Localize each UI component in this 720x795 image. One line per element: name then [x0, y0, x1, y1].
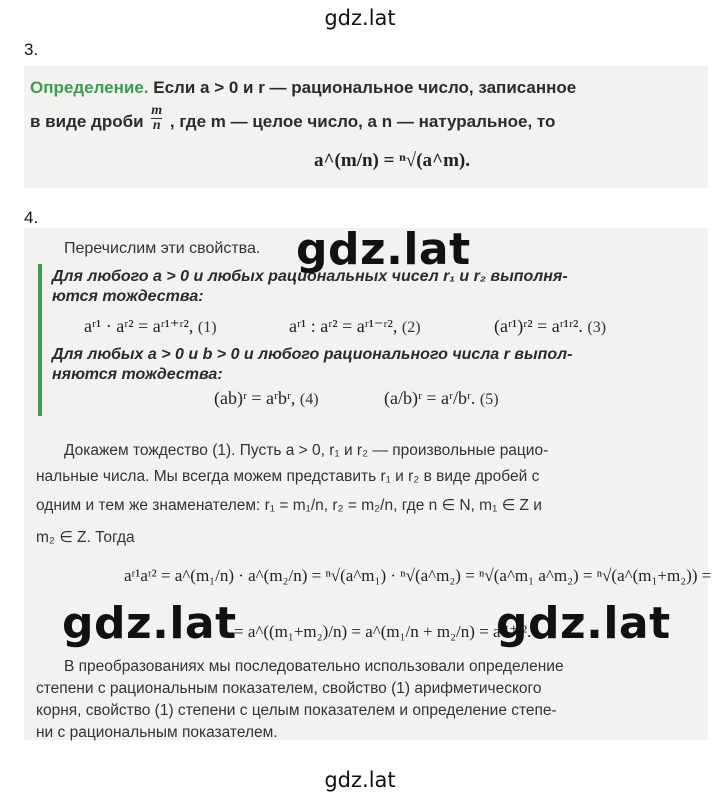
properties-box	[24, 228, 712, 741]
formula-2	[289, 316, 421, 337]
proof-line-4: m₂ ∈ Z. Тогда	[36, 529, 135, 546]
derivation-line-2: = a^((m₁+m₂)/n) = a^(m₁/n + m₂/n) = aʳ¹⁺ʳ².	[234, 622, 532, 641]
formula-1-tag: (1)	[197, 319, 217, 336]
formula-2-expr: aʳ¹ : aʳ² = aʳ¹⁻ʳ²,	[289, 316, 398, 336]
proof-line-3: одним и тем же знаменателем: r₁ = m₁/n, r₂ = m₂/n, где n ∈ N, m₁ ∈ Z и	[36, 497, 542, 514]
property2-line1: Для любых a > 0 и b > 0 и любого рационального числа r выпол-	[52, 346, 573, 363]
closing-line-3: корня, свойство (1) степени с целым показателем и определение степе-	[36, 702, 557, 719]
watermark-top: gdz.lat	[324, 6, 396, 30]
closing-line-2: степени с рациональным показателем, свойство (1) арифметического	[36, 680, 542, 697]
formula-3-expr: (aʳ¹)ʳ² = aʳ¹ʳ².	[494, 316, 583, 336]
property1-line1: Для любого a > 0 и любых рациональных чисел r₁ и r₂ выполня-	[52, 268, 568, 285]
formula-5-expr: (a/b)ʳ = aʳ/bʳ.	[384, 388, 476, 408]
formula-3-tag: (3)	[587, 319, 607, 336]
formula-5	[384, 388, 499, 409]
property2-line2: няются тождества:	[52, 366, 223, 383]
proof-line-1: Докажем тождество (1). Пусть a > 0, r₁ и r₂ — произвольные рацио-	[64, 442, 549, 459]
formula-4-tag: (4)	[299, 391, 319, 408]
watermark-bottom: gdz.lat	[324, 768, 396, 792]
fraction-numerator: m	[151, 103, 163, 118]
formula-3	[494, 316, 606, 337]
formula-4-expr: (ab)ʳ = aʳbʳ,	[214, 388, 296, 408]
closing-line-1: В преобразованиях мы последовательно использовали определение	[64, 658, 564, 675]
definition-line-1-text: Если a > 0 и r — рациональное число, записанное	[153, 78, 577, 97]
definition-line-2-end: , где m — целое число, а n — натуральное, то	[169, 111, 556, 131]
watermark-middle: gdz.lat	[296, 224, 471, 275]
definition-formula: a^(m/n) = ⁿ√(a^m).	[314, 150, 470, 171]
fraction-denominator: n	[152, 118, 161, 133]
definition-line-2-start: в виде дроби	[30, 111, 144, 131]
formula-1-expr: aʳ¹ · aʳ² = aʳ¹⁺ʳ²,	[84, 316, 194, 336]
definition-box	[24, 66, 708, 188]
closing-line-4: ни с рациональным показателем.	[36, 724, 278, 741]
green-margin-bar	[38, 264, 42, 416]
formula-2-tag: (2)	[401, 319, 421, 336]
formula-4	[214, 388, 319, 409]
watermark-lower-right: gdz.lat	[496, 598, 671, 649]
derivation-line-1: aʳ¹aʳ² = a^(m₁/n) · a^(m₂/n) = ⁿ√(a^m₁) · ⁿ√(a^m₂) = ⁿ√(a^m₁ a^m₂) = ⁿ√(a^(m₁+m₂)) =	[124, 566, 712, 585]
proof-line-2: нальные числа. Мы всегда можем представить r₁ и r₂ в виде дробей с	[36, 468, 540, 485]
definition-label: Определение.	[30, 78, 149, 97]
formula-5-tag: (5)	[479, 391, 499, 408]
intro-text: Перечислим эти свойства.	[64, 240, 261, 257]
section-number-4: 4.	[24, 208, 39, 227]
definition-line-1	[30, 78, 576, 98]
formula-1	[84, 316, 217, 337]
fraction-m-over-n	[151, 104, 162, 133]
definition-line-2	[30, 103, 556, 137]
property1-line2: ются тождества:	[52, 288, 204, 305]
watermark-lower-left: gdz.lat	[62, 598, 237, 649]
section-number-3: 3.	[24, 40, 39, 59]
